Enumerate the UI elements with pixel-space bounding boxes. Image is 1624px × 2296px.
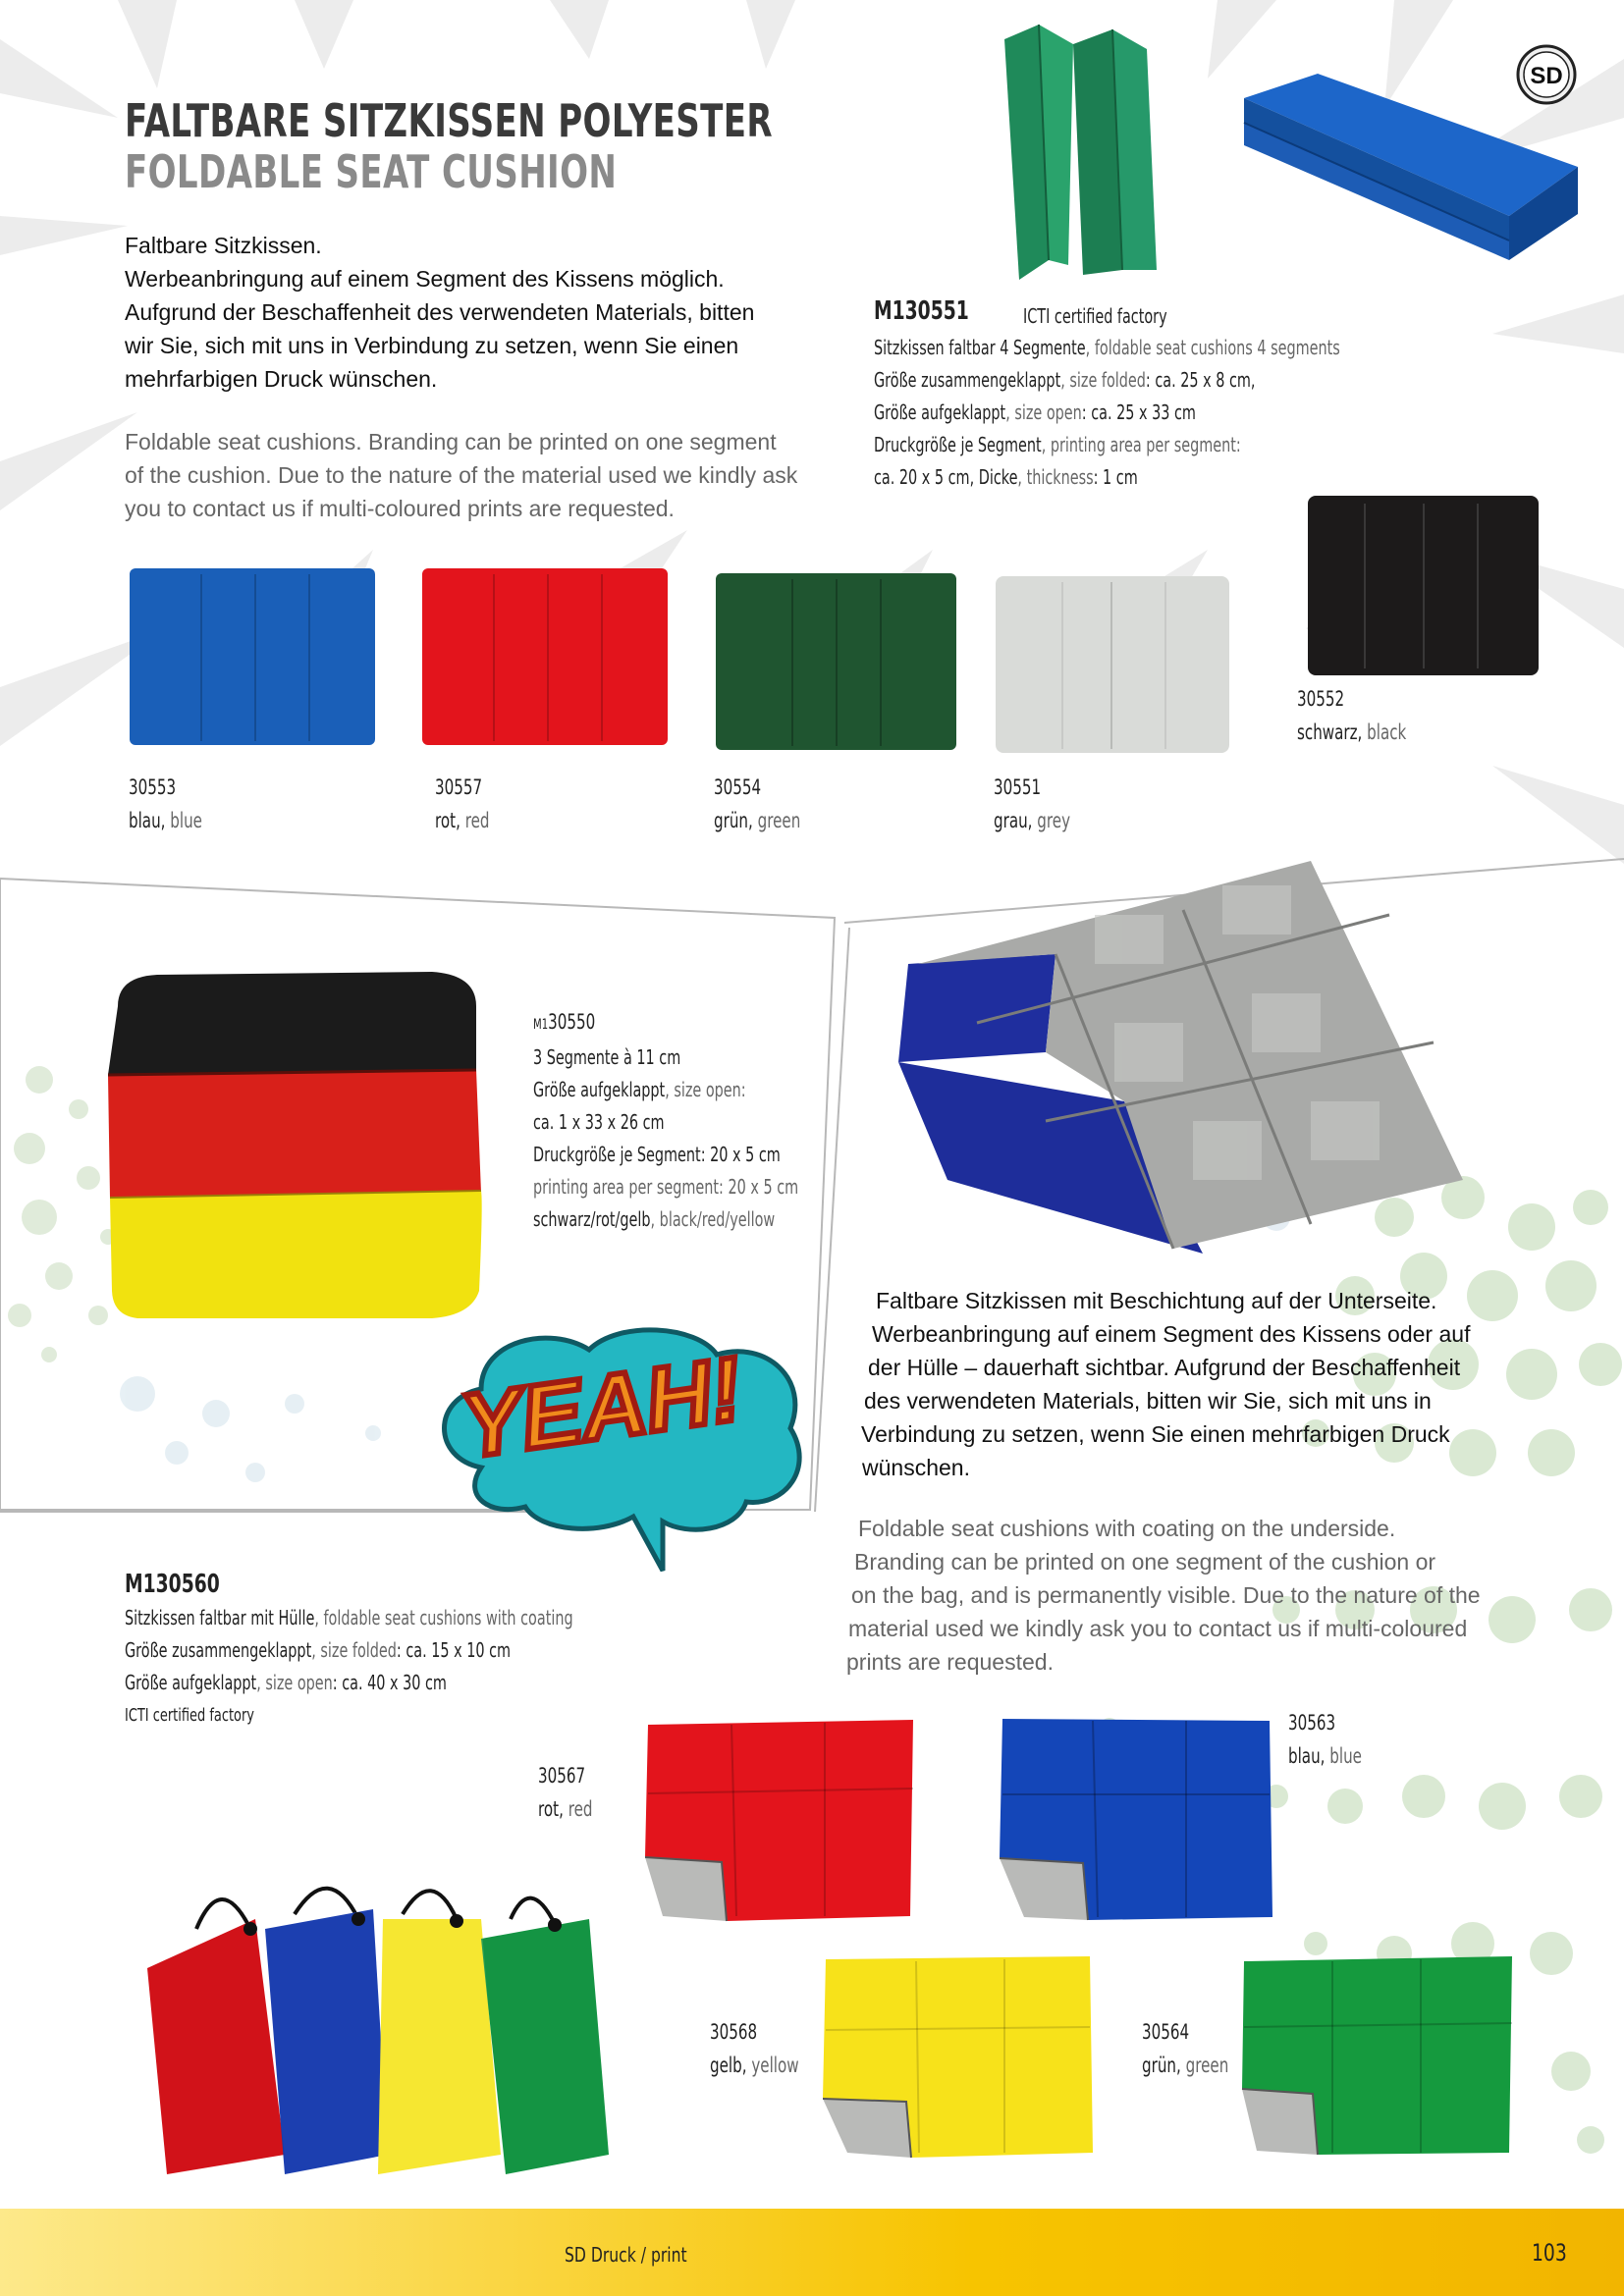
spec-en: , size open <box>1005 400 1082 424</box>
swatch-en: green <box>757 809 801 832</box>
swatch-de: rot <box>435 809 457 832</box>
intro-de-line: Werbeanbringung auf einem Segment des Kissens möglich. <box>125 266 725 292</box>
spec-m130560 <box>125 1567 747 1732</box>
swatch-code: 30552 <box>1297 687 1345 711</box>
swatch-label: 30553 blau, blue <box>129 771 202 837</box>
spec-line: 3 Segmente à 11 cm <box>533 1045 681 1069</box>
spec-de: Größe zusammengeklappt <box>125 1638 312 1662</box>
coated-en: green <box>1185 2054 1229 2077</box>
spec-line <box>874 332 1340 364</box>
spec-de: Druckgröße je Segment <box>874 433 1042 456</box>
swatch-label: 30551 grau, grey <box>994 771 1070 837</box>
coated-de: grün <box>1142 2054 1176 2077</box>
coated-label: 30563 blau, blue <box>1288 1706 1362 1773</box>
spec-de: Sitzkissen faltbar mit Hülle <box>125 1606 315 1629</box>
swatch-code: 30557 <box>435 775 483 799</box>
page-footer <box>0 2209 1624 2296</box>
swatch-de: grün <box>714 809 748 832</box>
bag-fill <box>481 1919 609 2174</box>
icti-note: ICTI certified factory <box>125 1705 254 1726</box>
coated-de-line: des verwendeten Materials, bitten wir Sie, sich mit uns in <box>864 1388 1432 1414</box>
spec-en: , printing area per segment: <box>1041 433 1241 456</box>
coated-de-line: wünschen. <box>862 1455 970 1480</box>
coated-en-line: Foldable seat cushions with coating on the underside. <box>858 1516 1396 1541</box>
coated-code: 30564 <box>1142 2020 1190 2044</box>
spec-value: : ca. 40 x 30 cm <box>332 1671 447 1694</box>
spec-en: , thickness <box>1017 465 1094 489</box>
bag-fill <box>265 1909 388 2174</box>
blue-folded-cushion-image <box>1239 69 1583 265</box>
coated-label: 30564 grün, green <box>1142 2015 1228 2082</box>
spec-line <box>125 1602 573 1634</box>
green-folded-cushion-image <box>975 25 1171 285</box>
spec-de: Größe aufgeklappt <box>874 400 1006 424</box>
coated-de-line: Werbeanbringung auf einem Segment des Kissens oder auf <box>872 1321 1471 1347</box>
spec-value: : ca. 25 x 33 cm <box>1081 400 1196 424</box>
page-title: FALTBARE SITZKISSEN POLYESTER <box>125 94 773 147</box>
coated-de-line: der Hülle – dauerhaft sichtbar. Aufgrund der Beschaffenheit <box>868 1355 1461 1380</box>
spec-value: : 1 cm <box>1093 465 1138 489</box>
spec-en: , size open: <box>665 1078 746 1101</box>
svg-text:SD: SD <box>1530 63 1563 89</box>
spec-de: Größe aufgeklappt <box>125 1671 257 1694</box>
spec-de: schwarz/rot/gelb <box>533 1207 651 1231</box>
icti-note: ICTI certified factory <box>1023 304 1167 328</box>
spec-m130551 <box>874 332 1521 494</box>
spec-line <box>874 429 1340 461</box>
coated-de-line: Verbindung zu setzen, wenn Sie einen mehrfarbigen Druck <box>861 1421 1450 1447</box>
coated-en: red <box>568 1797 593 1821</box>
spec-line <box>874 397 1340 429</box>
swatch-fill <box>422 568 668 745</box>
coated-german <box>854 1284 1600 1484</box>
intro-de-line: Aufgrund der Beschaffenheit des verwendeten Materials, bitten <box>125 299 755 325</box>
intro-de-line: mehrfarbigen Druck wünschen. <box>125 366 438 392</box>
swatch-de: grau <box>994 809 1028 832</box>
coated-de: rot <box>538 1797 560 1821</box>
swatch-image-black <box>1306 494 1542 678</box>
intro-en-line: you to contact us if multi-coloured prints are requested. <box>125 496 675 521</box>
swatch-fill <box>130 568 375 745</box>
coated-swatch-yellow <box>823 1956 1096 2161</box>
coated-code: 30563 <box>1288 1711 1336 1735</box>
drawstring-bags-image <box>137 1860 628 2184</box>
coated-en-line: prints are requested. <box>846 1649 1054 1675</box>
intro-english <box>125 425 851 525</box>
spec-line <box>125 1667 573 1699</box>
coated-code: 30567 <box>538 1764 586 1788</box>
swatch-code: 30551 <box>994 775 1042 799</box>
intro-en-line: of the cushion. Due to the nature of the material used we kindly ask <box>125 462 798 488</box>
spec-en: , size folded <box>1060 368 1146 392</box>
coated-swatch-green <box>1239 1956 1514 2158</box>
svg-text:YEAH!: YEAH! <box>455 1338 748 1477</box>
spec-line <box>533 1074 798 1106</box>
product-code-m130551: M130551 <box>874 296 969 326</box>
product-code-m130550 <box>533 1006 798 1041</box>
spec-de: ca. 20 x 5 cm, Dicke <box>874 465 1018 489</box>
swatch-en: red <box>464 809 490 832</box>
intro-en-line: Foldable seat cushions. Branding can be printed on one segment <box>125 429 777 454</box>
spec-de: Größe zusammengeklappt <box>874 368 1061 392</box>
code-number: 30550 <box>548 1010 596 1034</box>
swatch-code: 30554 <box>714 775 762 799</box>
coated-de-line: Faltbare Sitzkissen mit Beschichtung auf der Unterseite. <box>876 1288 1437 1313</box>
intro-de-line: Faltbare Sitzkissen. <box>125 233 322 258</box>
coated-swatch-blue <box>1000 1716 1274 1922</box>
coated-en-line: material used we kindly ask you to contact us if multi-coloured <box>848 1616 1468 1641</box>
page-number: 103 <box>1532 2239 1567 2267</box>
swatch-de: schwarz <box>1297 721 1358 744</box>
swatch-label: 30554 grün, green <box>714 771 800 837</box>
coated-de: gelb <box>710 2054 742 2077</box>
spec-en: , black/red/yellow <box>650 1207 776 1231</box>
spec-line: ca. 1 x 33 x 26 cm <box>533 1110 665 1134</box>
coated-swatch-red <box>643 1720 918 1926</box>
spec-line <box>874 461 1340 494</box>
swatch-en: blue <box>170 809 202 832</box>
product-code-m130560: M130560 <box>125 1570 220 1599</box>
spec-en: , size open <box>256 1671 333 1694</box>
code-prefix: M1 <box>533 1017 549 1033</box>
coated-en: blue <box>1329 1744 1362 1768</box>
spec-en: , foldable seat cushions with coating <box>314 1606 573 1629</box>
yeah-comic-bubble <box>422 1320 815 1580</box>
swatch-en: grey <box>1037 809 1071 832</box>
spec-line <box>125 1634 573 1667</box>
spec-line: Druckgröße je Segment: 20 x 5 cm <box>533 1143 781 1166</box>
spec-value: : ca. 25 x 8 cm, <box>1145 368 1256 392</box>
spec-line-en: printing area per segment: 20 x 5 cm <box>533 1175 799 1199</box>
coated-en: yellow <box>751 2054 799 2077</box>
swatch-image-grey <box>994 574 1232 756</box>
page-subtitle: FOLDABLE SEAT CUSHION <box>125 145 618 198</box>
swatch-label: 30552 schwarz, black <box>1297 682 1406 749</box>
spec-en: , foldable seat cushions 4 segments <box>1085 336 1340 359</box>
coated-en-line: Branding can be printed on one segment of the cushion or <box>854 1549 1436 1575</box>
coated-label: 30567 rot, red <box>538 1759 592 1826</box>
spec-de: Sitzkissen faltbar 4 Segmente <box>874 336 1086 359</box>
swatch-image-green <box>714 571 959 753</box>
swatch-image-blue <box>128 566 378 748</box>
spec-value: : ca. 15 x 10 cm <box>396 1638 512 1662</box>
swatch-code: 30553 <box>129 775 177 799</box>
footer-label: SD Druck / print <box>565 2243 687 2267</box>
coated-de: blau <box>1288 1744 1321 1768</box>
spec-de: Größe aufgeklappt <box>533 1078 666 1101</box>
coated-label: 30568 gelb, yellow <box>710 2015 799 2082</box>
flag-cushion-image <box>98 967 491 1330</box>
spec-en: , size folded <box>311 1638 397 1662</box>
coated-english <box>846 1512 1612 1679</box>
swatch-image-red <box>420 566 671 748</box>
spec-m130550 <box>533 1006 901 1236</box>
swatch-de: blau <box>129 809 161 832</box>
coated-en-line: on the bag, and is permanently visible. Due to the nature of the <box>851 1582 1481 1608</box>
swatch-en: black <box>1367 721 1407 744</box>
intro-german <box>125 229 841 396</box>
spec-line <box>533 1203 798 1236</box>
silver-coated-cushion-image <box>898 856 1468 1268</box>
spec-line <box>874 364 1340 397</box>
coated-code: 30568 <box>710 2020 758 2044</box>
intro-de-line: wir Sie, sich mit uns in Verbindung zu setzen, wenn Sie einen <box>125 333 739 358</box>
swatch-label: 30557 rot, red <box>435 771 489 837</box>
